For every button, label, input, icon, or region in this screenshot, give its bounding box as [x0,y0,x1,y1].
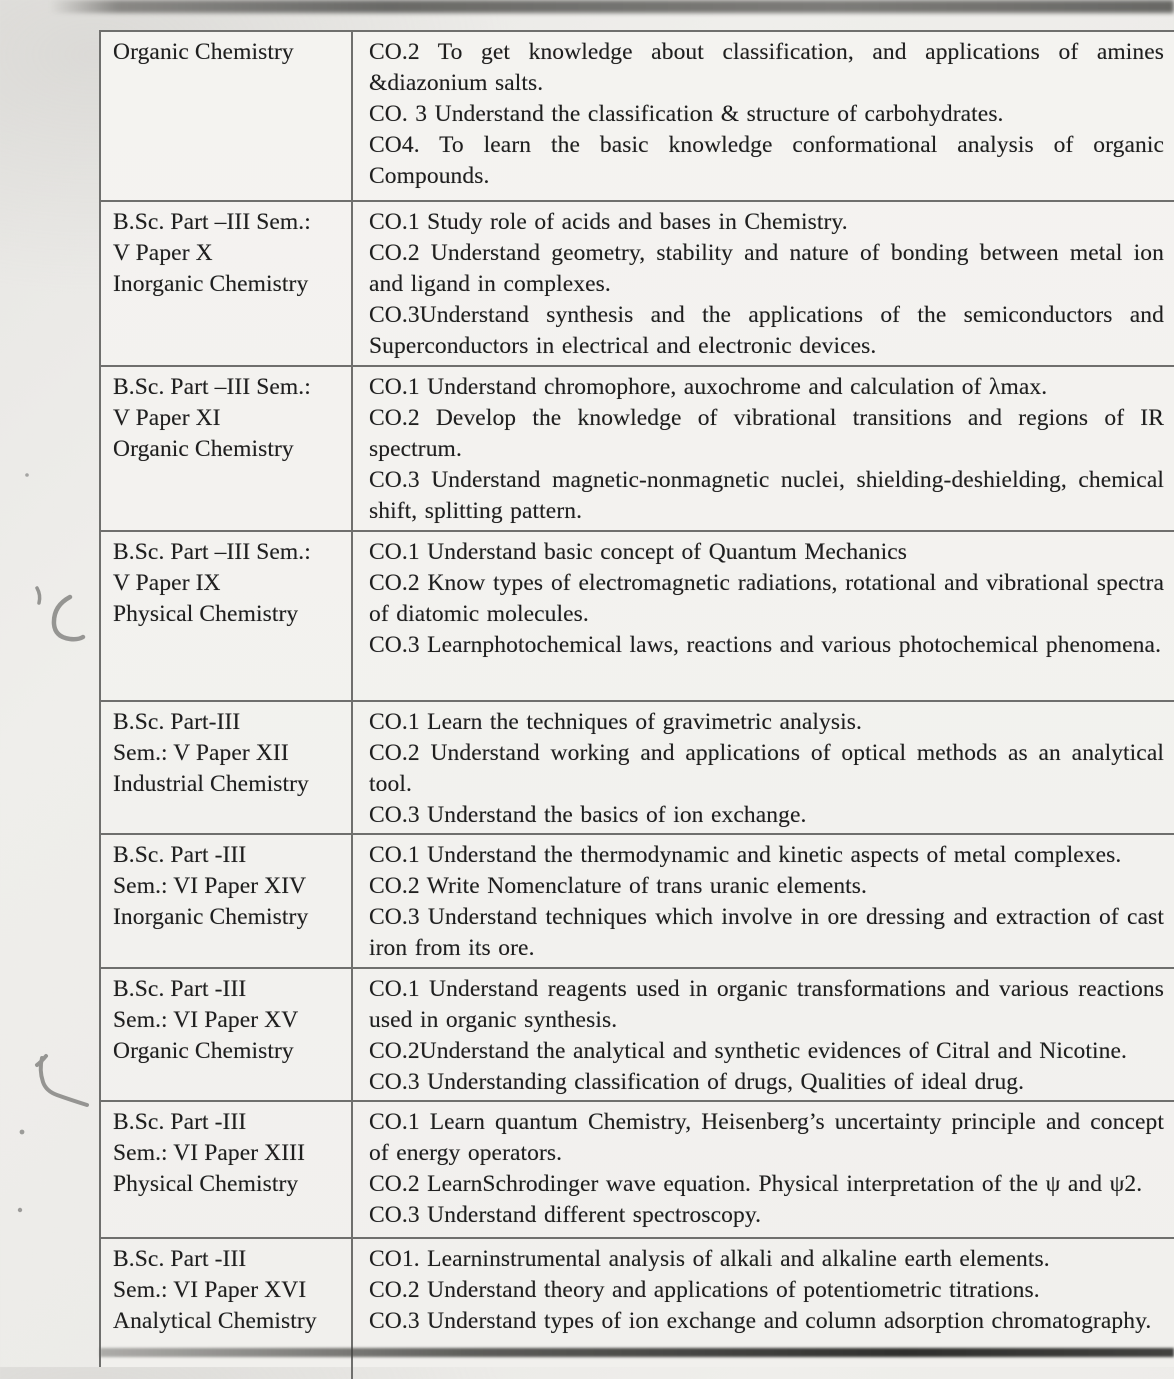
table-row [101,532,1174,702]
table-row [101,835,1174,969]
course-outcome: CO.2Understand the analytical and synthetic evidences of Citral and Nicotine. [369,1038,1127,1064]
course-outcome: CO.1 Learn the techniques of gravimetric analysis. [369,709,862,735]
course-outcome: CO.3 Understanding classification of drugs, Qualities of ideal drug. [369,1069,1025,1095]
table-row [101,969,1174,1102]
course-title-line: B.Sc. Part -III [113,842,247,868]
outcomes-cell [353,367,1174,530]
course-title-line: Inorganic Chemistry [113,904,309,930]
course-title-line: Industrial Chemistry [113,771,309,797]
course-outcome: CO.2 To get knowledge about classification, and applications of amines &diazonium salts. [369,39,1164,96]
course-cell [101,835,353,967]
course-title-line: V Paper IX [113,570,221,596]
ink-speck [18,1208,22,1212]
course-cell [101,32,353,200]
ink-speck [20,1130,25,1135]
course-title-line: Sem.: VI Paper XVI [113,1277,307,1303]
course-title-line: Physical Chemistry [113,601,299,627]
course-cell [101,1102,353,1237]
course-title-line: B.Sc. Part –III Sem.: [113,209,311,235]
table-row [101,367,1174,532]
course-outcome: CO.2 Know types of electromagnetic radiations, rotational and vibrational spectra of diatomic molecules. [369,570,1164,627]
course-outcome: CO.3 Understand different spectroscopy. [369,1202,762,1228]
course-title-line: Sem.: VI Paper XV [113,1007,299,1033]
course-outcome: CO. 3 Understand the classification & structure of carbohydrates. [369,101,1004,127]
course-title-line: Organic Chemistry [113,39,294,65]
course-outcome: CO.3Understand synthesis and the applications of the semiconductors and Superconductors in electrical and electronic devices. [369,302,1164,359]
course-outcome: CO.1 Learn quantum Chemistry, Heisenberg’s uncertainty principle and concept of energy operators. [369,1109,1164,1166]
course-outcome: CO.3 Understand the basics of ion exchange. [369,802,807,828]
course-outcome: CO.1 Understand chromophore, auxochrome and calculation of λmax. [369,374,1048,400]
c-shaped-pen-mark [54,597,83,639]
course-outcome: CO.2 Understand theory and applications of potentiometric titrations. [369,1277,1040,1303]
course-outcome: CO.2 Understand geometry, stability and nature of bonding between metal ion and ligand in complexes. [369,240,1164,297]
course-outcome: CO4. To learn the basic knowledge conformational analysis of organic Compounds. [369,132,1164,189]
course-title-line: B.Sc. Part -III [113,1109,247,1135]
course-outcome: CO.2 Understand working and applications of optical methods as an analytical tool. [369,740,1164,797]
table-row [101,1102,1174,1239]
course-outcome: CO.2 LearnSchrodinger wave equation. Physical interpretation of the ψ and ψ2. [369,1171,1143,1197]
course-outcome: CO.1 Understand reagents used in organic transformations and various reactions used in organic synthesis. [369,976,1164,1033]
scan-artifact-top-band [50,0,1174,13]
outcomes-cell [353,202,1174,365]
course-outcome: CO.1 Study role of acids and bases in Chemistry. [369,209,848,235]
course-title-line: Sem.: VI Paper XIII [113,1140,306,1166]
course-cell [101,969,353,1100]
course-title-line: Inorganic Chemistry [113,271,309,297]
course-outcome: CO.2 Develop the knowledge of vibrational transitions and regions of IR spectrum. [369,405,1164,462]
scan-artifact-bottom-band [100,1348,1174,1357]
outcomes-cell [353,969,1174,1100]
course-cell [101,532,353,700]
course-outcome: CO.1 Understand the thermodynamic and kinetic aspects of metal complexes. [369,842,1122,868]
outcomes-cell [353,1102,1174,1237]
course-title-line: Organic Chemistry [113,436,294,462]
table-row [101,702,1174,835]
course-cell [101,1239,353,1379]
outcomes-cell [353,835,1174,967]
course-title-line: B.Sc. Part –III Sem.: [113,539,311,565]
course-title-line: Sem.: V Paper XII [113,740,289,766]
course-title-line: B.Sc. Part –III Sem.: [113,374,311,400]
course-title-line: Physical Chemistry [113,1171,299,1197]
course-outcome: CO.3 Understand types of ion exchange and column adsorption chromatography. [369,1308,1152,1334]
table-row [101,1239,1174,1379]
course-outcome: CO.1 Understand basic concept of Quantum Mechanics [369,539,908,565]
course-title-line: B.Sc. Part-III [113,709,241,735]
outcomes-cell [353,532,1174,700]
course-outcomes-table [99,30,1174,1367]
course-cell [101,202,353,365]
course-outcome: CO.3 Understand techniques which involve in ore dressing and extraction of cast iron from its ore. [369,904,1164,961]
course-outcome: CO.3 Learnphotochemical laws, reactions and various photochemical phenomena. [369,632,1162,658]
table-row [101,202,1174,367]
outcomes-cell [353,32,1174,200]
course-cell [101,702,353,833]
course-outcome: CO.2 Write Nomenclature of trans uranic elements. [369,873,868,899]
course-outcome: CO1. Learninstrumental analysis of alkali and alkaline earth elements. [369,1246,1050,1272]
outcomes-cell [353,702,1174,833]
course-title-line: Analytical Chemistry [113,1308,317,1334]
ink-speck [25,473,29,477]
pen-mark-tick [37,588,40,603]
course-title-line: V Paper XI [113,405,221,431]
course-outcome: CO.3 Understand magnetic-nonmagnetic nuclei, shielding-deshielding, chemical shift, splitting pattern. [369,467,1164,524]
table-row [101,32,1174,202]
course-title-line: Organic Chemistry [113,1038,294,1064]
outcomes-cell [353,1239,1174,1379]
course-title-line: B.Sc. Part -III [113,1246,247,1272]
course-title-line: B.Sc. Part -III [113,976,247,1002]
course-title-line: Sem.: VI Paper XIV [113,873,307,899]
course-title-line: V Paper X [113,240,213,266]
course-cell [101,367,353,530]
l-shaped-pen-mark [37,1056,87,1105]
